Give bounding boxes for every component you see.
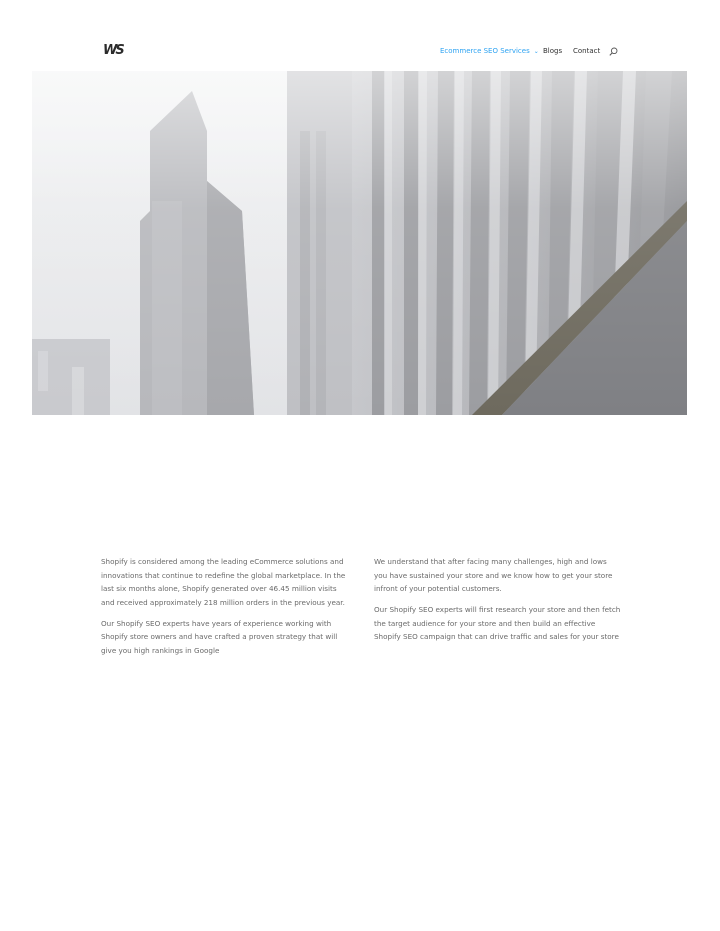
hero-buildings-illustration [32, 71, 687, 415]
content-paragraph: Our Shopify SEO experts will first research your store and then fetch the target audience for your store and then build an effective Shopify SEO campaign that can drive traffic and sales for your store [374, 605, 621, 641]
nav-item-contact[interactable]: Contact [573, 47, 601, 55]
nav-item-blogs[interactable]: Blogs [543, 47, 563, 55]
site-header [0, 0, 720, 71]
hero-image [32, 71, 687, 415]
content-column-left [101, 555, 349, 665]
content-paragraph: Shopify is considered among the leading eCommerce solutions and innovations that continue to redefine the global marketplace. In the last six months alone, Shopify generated over 46.45 million visits and received approximately 218 million orders in the previous year. [101, 557, 346, 607]
content-column-right [374, 555, 622, 651]
site-logo[interactable]: WS [103, 43, 123, 58]
content-paragraph: Our Shopify SEO experts have years of experience working with Shopify store owners and have crafted a proven strategy that will give you high rankings in Google [101, 618, 338, 655]
content-paragraph: We understand that after facing many challenges, high and lows you have sustained your store and we know how to get your store infront of your potential customers. [374, 557, 613, 593]
chevron-down-icon: ⌄ [533, 48, 539, 55]
nav-item-ecommerce-seo-services[interactable] [440, 44, 539, 58]
search-icon[interactable] [609, 47, 618, 56]
nav-item-ecommerce-seo-services-label: Ecommerce SEO Services [440, 47, 530, 55]
